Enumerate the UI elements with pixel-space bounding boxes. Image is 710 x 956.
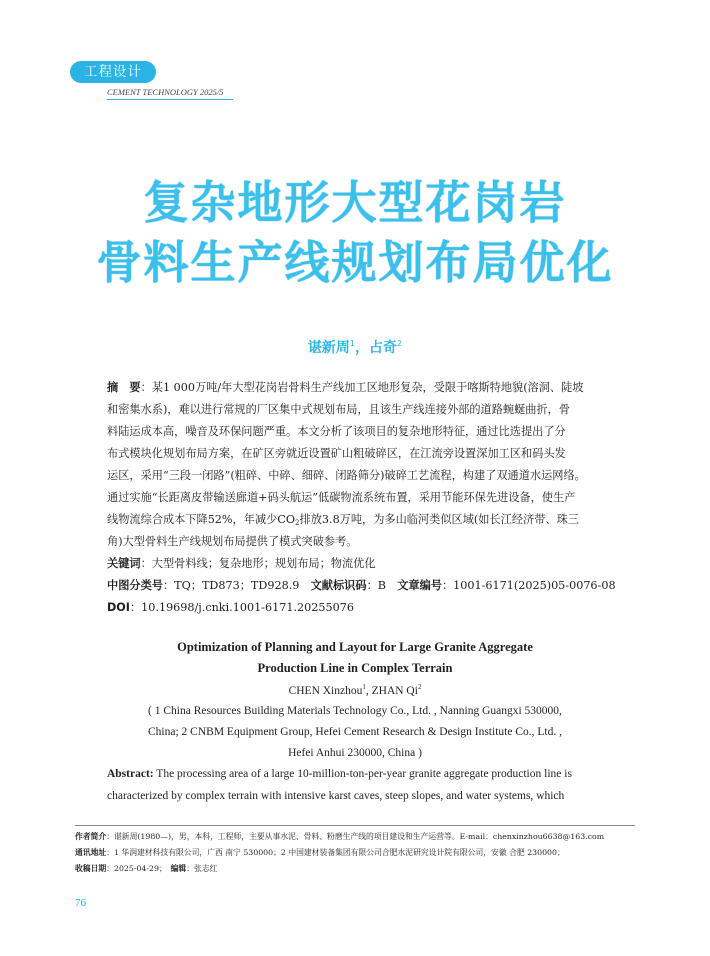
footnote-bio <box>75 831 655 842</box>
english-author-2-affil: 2 <box>417 683 422 691</box>
received-label: 收稿日期 <box>75 864 107 873</box>
doi <box>107 597 607 619</box>
abstract-cn-line-4: 布式模块化规划布局方案，在矿区旁就近设置矿山粗破碎区，在江流旁设置深加工区和码头发 <box>107 447 566 460</box>
author-1-name: 谌新周 <box>307 340 350 356</box>
classification <box>107 575 616 597</box>
author-separator: ， <box>355 340 369 356</box>
english-abstract-line-1 <box>107 768 607 780</box>
affiliation-line-1: ( 1 China Resources Building Materials Technology Co., Ltd. , Nanning Guangxi 530000, <box>148 705 562 717</box>
doi-label: DOI <box>107 601 130 614</box>
abstract-cn-line-5: 运区，采用“三段一闭路”(粗碎、中碎、细碎、闭路筛分)破碎工艺流程，构建了双通道水运网络。 <box>107 469 586 482</box>
co2-subscript: 2 <box>295 519 300 527</box>
english-author-2: ZHAN Qi <box>371 684 418 697</box>
footnote-address <box>75 847 655 858</box>
doi-value: ：10.19698/j.cnki.1001-6171.20255076 <box>129 601 354 614</box>
abstract-cn-line-8: 角)大型骨料生产线规划布局提供了模式突破参考。 <box>107 535 358 548</box>
english-author-1-affil: 1 <box>362 683 366 691</box>
bio-text: ：谌新周(1980—)，男，本科，工程师，主要从事水泥、骨料、粉磨生产线的项目建设和生产运营等。E-mail：chenxinzhou6638@163.com <box>106 832 605 841</box>
bio-label: 作者简介 <box>75 832 107 841</box>
doc-code-label: 文献标识码 <box>310 579 367 592</box>
abstract-cn-line-2: 和密集水系)，难以进行常规的厂区集中式规划布局，且该生产线连接外部的道路蜿蜒曲折，骨 <box>107 403 571 416</box>
english-title-line-2: Production Line in Complex Terrain <box>257 661 453 675</box>
section-tag: 工程设计 <box>70 61 156 83</box>
title-line-2: 骨料生产线规划布局优化 <box>96 236 614 289</box>
address-text: ：1 华润建材科技有限公司，广西 南宁 530000；2 中国建材装备集团有限公司合肥水泥研究设计院有限公司，安徽 合肥 230000； <box>106 848 565 857</box>
editor-name: ：张志红 <box>186 864 218 873</box>
author-2-name: 占奇 <box>369 340 397 356</box>
english-author-1: CHEN Xinzhou <box>288 684 363 697</box>
title-line-1: 复杂地形大型花岗岩 <box>143 176 567 229</box>
keywords-label: 关键词 <box>107 557 141 570</box>
affiliation-line-3: Hefei Anhui 230000, China ) <box>288 747 422 759</box>
abstract-cn-line-7-b: 排放3.8万吨，为多山临河类似区域(如长江经济带、珠三 <box>299 513 579 526</box>
journal-running-head: CEMENT TECHNOLOGY 2025/5 <box>107 87 233 100</box>
english-authors <box>0 683 710 697</box>
abstract-cn-label: 摘 要 <box>107 381 141 394</box>
english-abstract-label: Abstract: <box>107 768 154 780</box>
english-author-sep: , <box>365 684 372 697</box>
abstract-cn-line-3: 料陆运成本高，噪音及环保问题严重。本文分析了该项目的复杂地形特征，通过比选提出了分 <box>107 425 566 438</box>
english-abstract-line-2: characterized by complex terrain with intensive karst caves, steep slopes, and water systems, which <box>107 790 565 802</box>
page-number: 76 <box>75 897 86 909</box>
authors <box>0 337 710 357</box>
address-label: 通讯地址 <box>75 848 107 857</box>
received-date: ：2025-04-29； <box>106 864 171 873</box>
abstract-cn-text: ：某1 000万吨/年大型花岗岩骨料生产线加工区地形复杂，受限于喀斯特地貌(溶洞、陡坡 <box>140 381 584 394</box>
footnote-dates <box>75 863 655 874</box>
keywords <box>107 553 607 575</box>
affiliation-line-2: China; 2 CNBM Equipment Group, Hefei Cement Research & Design Institute Co., Ltd. , <box>148 726 562 738</box>
footnote-divider <box>75 825 635 826</box>
author-2-affil: 2 <box>397 339 403 348</box>
article-no-label: 文章编号 <box>397 579 442 592</box>
english-title-line-1: Optimization of Planning and Layout for Large Granite Aggregate <box>177 640 533 654</box>
author-1-affil: 1 <box>349 339 355 348</box>
abstract-cn-line-1 <box>107 377 607 399</box>
abstract-cn-line-7-a: 线物流综合成本下降52%，年减少CO <box>107 513 296 526</box>
abstract-cn-line-6: 通过实施“长距离皮带输送廊道+码头航运”低碳物流系统布置，采用节能环保先进设备，使生产 <box>107 491 576 504</box>
article-no-value: ：1001-6171(2025)05-0076-08 <box>441 579 616 592</box>
doc-code-value: ：B <box>366 579 386 592</box>
editor-label: 编辑 <box>170 864 187 873</box>
keywords-text: ：大型骨料线；复杂地形；规划布局；物流优化 <box>140 557 376 570</box>
clc-label: 中图分类号 <box>107 579 163 592</box>
english-abstract-text-1: The processing area of a large 10-million-ton-per-year granite aggregate production line is <box>153 768 572 780</box>
clc-value: ：TQ；TD873；TD928.9 <box>162 579 300 592</box>
